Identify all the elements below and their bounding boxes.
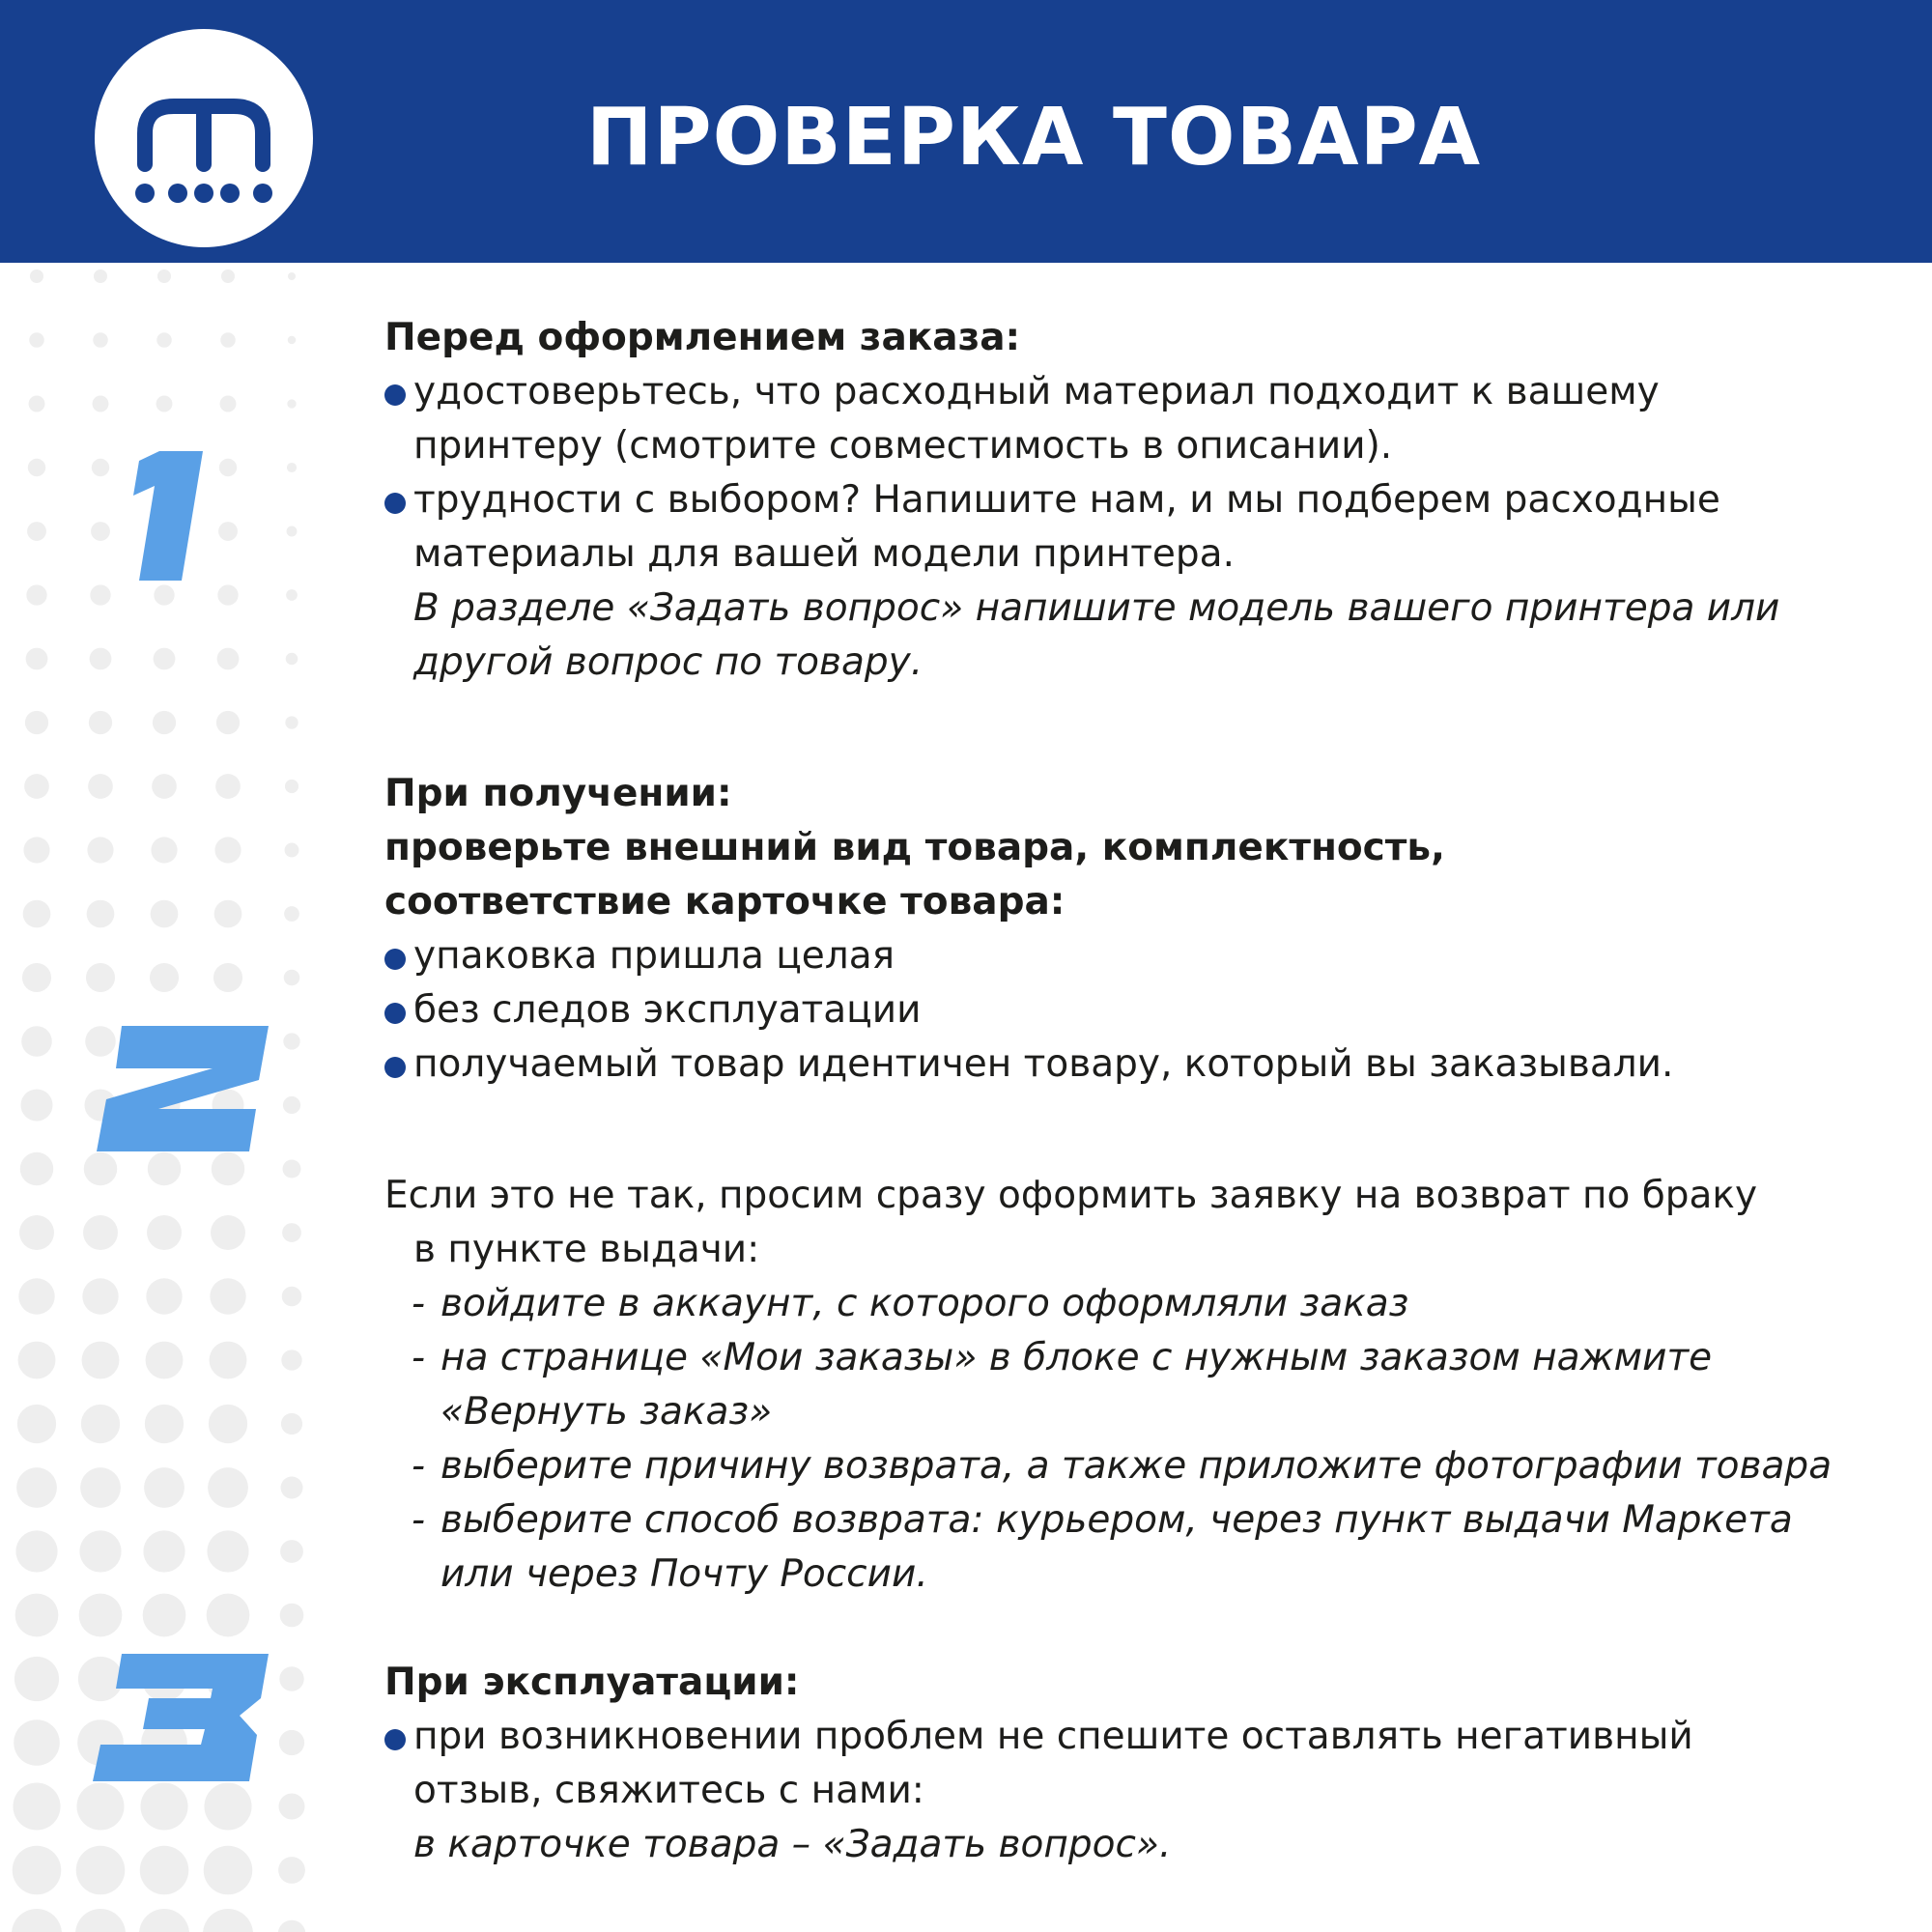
decor-dot: [284, 970, 300, 986]
decor-dot: [281, 1413, 302, 1435]
decor-dot: [12, 1909, 62, 1932]
decor-dot: [87, 837, 113, 863]
decor-dot: [285, 843, 299, 858]
content: [384, 311, 1901, 1872]
note: в карточке товара – «Задать вопрос».: [413, 1823, 1172, 1866]
decor-dot: [214, 900, 242, 928]
bullet-icon: [384, 1729, 406, 1750]
decor-dot: [13, 1846, 62, 1895]
decor-dot: [154, 648, 176, 670]
decor-dot: [213, 963, 242, 992]
decor-dot: [288, 336, 297, 345]
decor-dot: [22, 963, 51, 992]
step-number-1: [58, 440, 251, 594]
decor-dot: [285, 716, 298, 728]
decor-dot: [209, 1405, 247, 1443]
decor-dot: [153, 711, 176, 734]
decor-dot: [210, 1342, 247, 1379]
header-banner: [0, 0, 1932, 263]
decor-dot: [21, 1026, 52, 1057]
decor-dot: [220, 396, 237, 412]
decor-dot: [80, 1467, 121, 1508]
decor-dot: [16, 1467, 57, 1508]
return-step: - на странице «Мои заказы» в блоке с нужным заказом нажмите: [412, 1336, 1713, 1379]
decor-dot: [278, 1920, 306, 1932]
bullet-icon: [384, 1003, 406, 1024]
decor-dot: [207, 1530, 248, 1572]
decor-dot: [285, 780, 298, 793]
decor-dot: [215, 774, 241, 799]
decor-dot: [152, 774, 177, 799]
decor-dot: [150, 963, 179, 992]
decor-dot: [143, 1530, 185, 1572]
decor-dot: [93, 332, 107, 347]
return-instructions: в пункте выдачи:: [413, 1228, 760, 1271]
decor-dot: [287, 526, 298, 537]
decor-dot: [221, 270, 235, 283]
decor-dot: [140, 1846, 189, 1895]
decor-dot: [26, 648, 48, 670]
decor-dot: [30, 270, 43, 283]
decor-dot: [143, 1594, 186, 1637]
decor-dot: [83, 1215, 118, 1250]
list-item: без следов эксплуатации: [384, 983, 1901, 1037]
decor-dot: [88, 774, 113, 799]
decor-dot: [282, 1223, 301, 1242]
decor-dot: [287, 463, 297, 472]
decor-dot: [287, 399, 296, 408]
return-step: - войдите в аккаунт, с которого оформляли заказ: [412, 1282, 1409, 1325]
decor-dot: [146, 1278, 182, 1314]
decor-dot: [281, 1350, 301, 1370]
decor-dot: [93, 396, 109, 412]
decor-dot: [15, 1530, 57, 1572]
decor-dot: [29, 396, 45, 412]
decor-dot: [94, 270, 107, 283]
decor-dot: [29, 332, 43, 347]
decor-dot: [278, 1857, 305, 1884]
list-item: упаковка пришла целая: [384, 929, 1901, 983]
decor-dot: [17, 1405, 56, 1443]
decor-dot: [214, 837, 241, 863]
step-number-2: [58, 1012, 290, 1167]
decor-dot: [204, 1846, 253, 1895]
decor-dot: [139, 1909, 189, 1932]
decor-dot: [82, 1342, 120, 1379]
decor-dot: [279, 1794, 305, 1820]
decor-dot: [211, 1215, 245, 1250]
list-item-continuation: отзыв, свяжитесь с нами:: [413, 1769, 924, 1812]
decor-dot: [13, 1782, 60, 1830]
decor-dot: [28, 459, 45, 476]
step-number-3: [58, 1642, 290, 1797]
bullet-icon: [384, 949, 406, 970]
decor-dot: [145, 1405, 184, 1443]
page-title: ПРОВЕРКА ТОВАРА: [585, 92, 1482, 184]
decor-dot: [208, 1467, 248, 1508]
decor-dot: [19, 1215, 54, 1250]
decor-dot: [76, 1846, 126, 1895]
decor-dot: [156, 396, 173, 412]
decor-dot: [146, 1342, 184, 1379]
decor-dot: [89, 711, 112, 734]
section-heading-on-receipt: При получении:: [384, 772, 732, 815]
decor-dot: [284, 906, 299, 922]
list-item-continuation: материалы для вашей модели принтера.: [413, 532, 1235, 576]
decor-dot: [14, 1657, 59, 1701]
decor-dot: [79, 1530, 121, 1572]
decor-dot: [81, 1405, 120, 1443]
decor-dot: [82, 1278, 118, 1314]
bullet-icon: [384, 384, 406, 406]
decor-dot: [90, 648, 112, 670]
decor-dot: [75, 1909, 126, 1932]
return-step-continuation: или через Почту России.: [440, 1552, 928, 1596]
decor-dot: [288, 272, 296, 280]
list-item: получаемый товар идентичен товару, который вы заказывали.: [384, 1037, 1901, 1092]
note: другой вопрос по товару.: [413, 640, 923, 684]
decor-dot: [157, 270, 171, 283]
decor-dot: [151, 837, 177, 863]
return-step-continuation: «Вернуть заказ»: [440, 1390, 773, 1434]
decor-dot: [151, 900, 179, 928]
decor-dot: [156, 332, 171, 347]
decor-dot: [217, 648, 240, 670]
decor-dot: [18, 1342, 56, 1379]
decor-dot: [203, 1909, 253, 1932]
decor-dot: [14, 1719, 60, 1766]
list-item: удостоверьтесь, что расходный материал подходит к вашему: [384, 365, 1901, 419]
list-item: трудности с выбором? Напишите нам, и мы подберем расходные: [384, 473, 1901, 527]
decor-dot: [15, 1594, 59, 1637]
market-logo-icon: [95, 29, 313, 247]
decor-dot: [280, 1604, 304, 1628]
decor-dot: [24, 774, 49, 799]
bullet-icon: [384, 1057, 406, 1078]
decor-dot: [79, 1594, 123, 1637]
decor-dot: [220, 332, 235, 347]
list-item: при возникновении проблем не спешите оставлять негативный: [384, 1710, 1901, 1764]
bullet-icon: [384, 493, 406, 514]
decor-dot: [18, 1278, 54, 1314]
decor-dot: [25, 711, 48, 734]
decor-dot: [280, 1540, 303, 1563]
decor-dot: [282, 1287, 302, 1307]
decor-dot: [21, 1090, 53, 1122]
decor-dot: [27, 522, 46, 541]
decor-dot: [87, 900, 115, 928]
note: В разделе «Задать вопрос» напишите модель вашего принтера или: [413, 586, 1780, 630]
decor-dot: [26, 584, 46, 605]
decor-dot: [286, 653, 298, 666]
decor-dot: [207, 1594, 250, 1637]
decor-dot: [210, 1278, 245, 1314]
list-item-continuation: принтеру (смотрите совместимость в описании).: [413, 424, 1393, 468]
decor-dot: [147, 1215, 182, 1250]
decor-dot: [20, 1152, 53, 1185]
return-instructions: Если это не так, просим сразу оформить заявку на возврат по браку: [384, 1174, 1758, 1217]
decor-dot: [23, 837, 49, 863]
section-intro: соответствие карточке товара:: [384, 880, 1065, 923]
section-heading-in-use: При эксплуатации:: [384, 1661, 800, 1704]
decor-dot: [23, 900, 51, 928]
section-heading-before-order: Перед оформлением заказа:: [384, 316, 1021, 359]
section-intro: проверьте внешний вид товара, комплектность,: [384, 826, 1445, 869]
decor-dot: [216, 711, 240, 734]
return-step: - выберите причину возврата, а также приложите фотографии товара: [412, 1444, 1833, 1488]
decor-dot: [286, 589, 298, 601]
return-step: - выберите способ возврата: курьером, через пункт выдачи Маркета: [412, 1498, 1793, 1542]
decor-dot: [281, 1477, 303, 1499]
decor-dot: [144, 1467, 185, 1508]
decor-dot: [86, 963, 115, 992]
